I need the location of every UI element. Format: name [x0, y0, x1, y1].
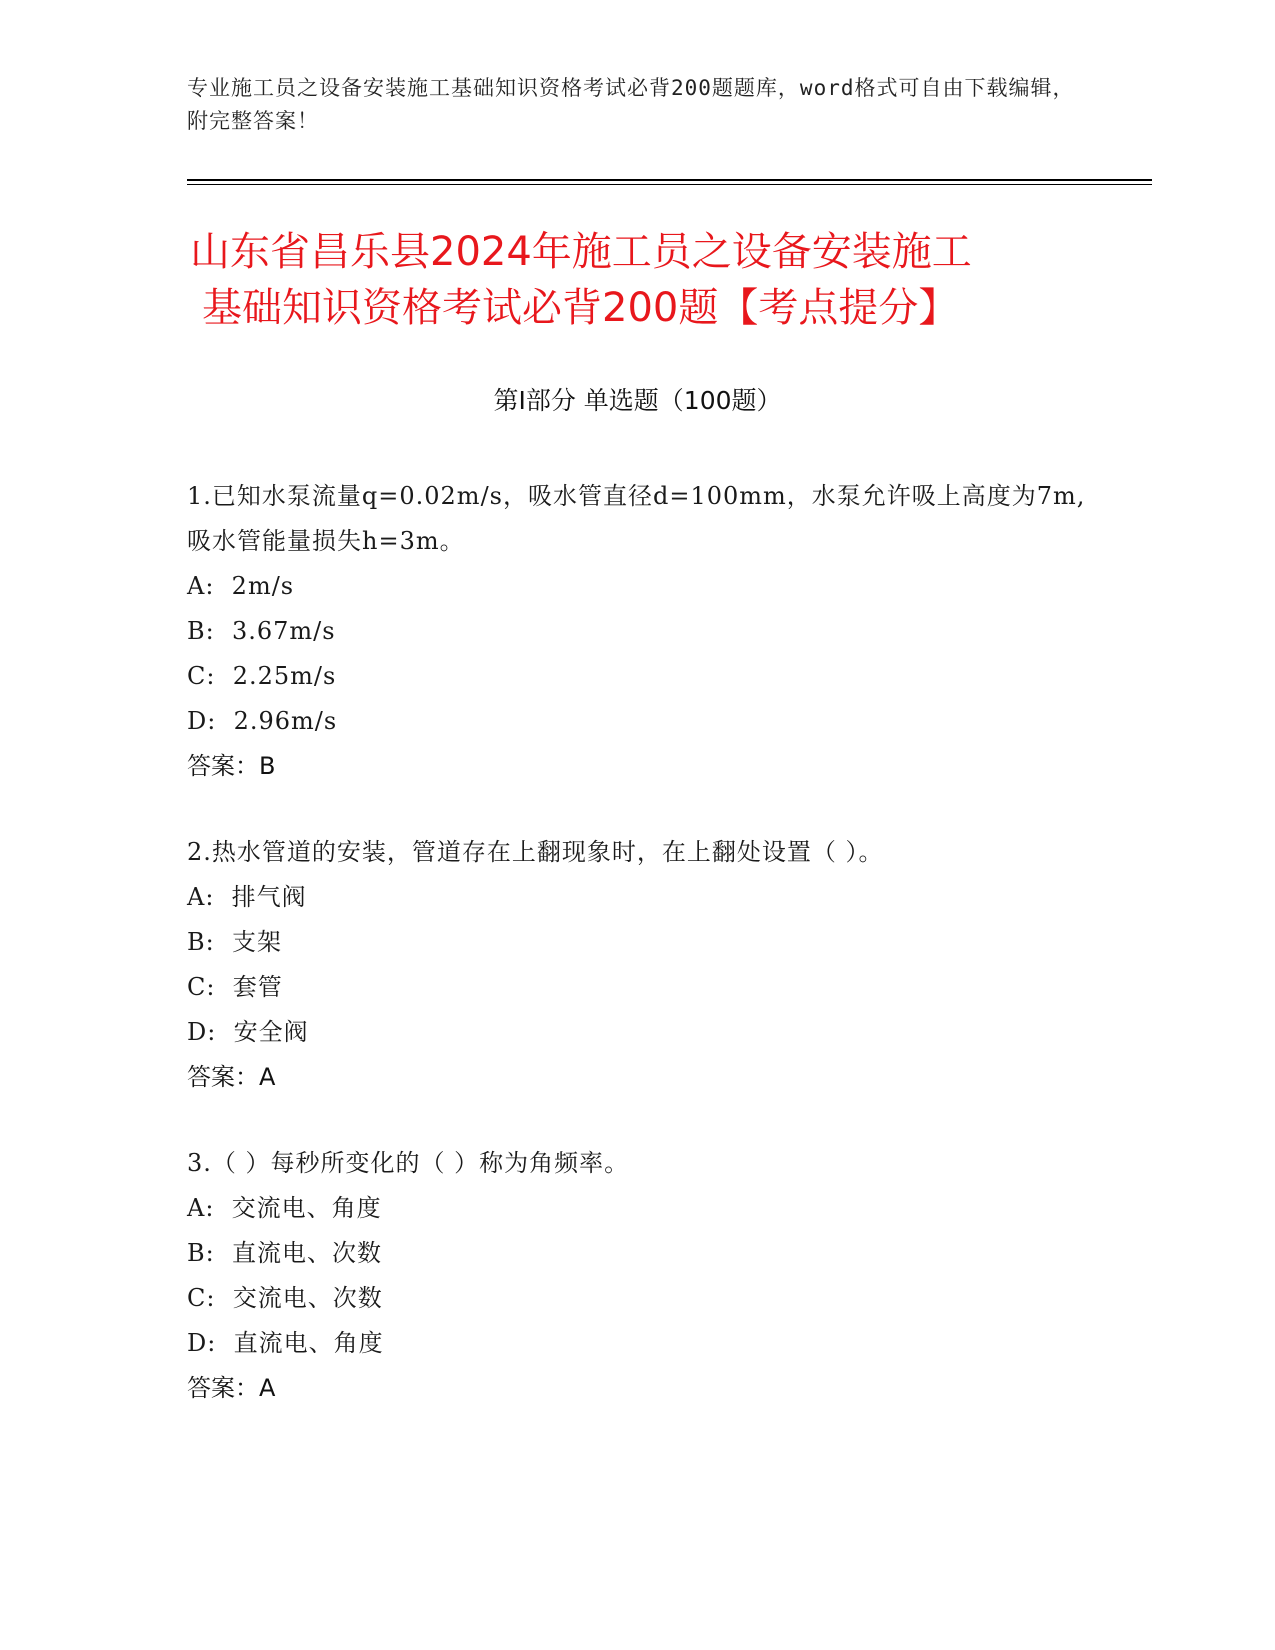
option-a: A: 排气阀	[187, 883, 307, 911]
option-d: D: 直流电、角度	[187, 1329, 384, 1357]
question-list	[187, 474, 1087, 1452]
document-title-line-2: 基础知识资格考试必背200题【考点提分】	[202, 285, 959, 331]
header-note: 专业施工员之设备安装施工基础知识资格考试必背200题题库，word格式可自由下载编辑，附完整答案！	[187, 76, 1075, 133]
question-stem: 2.热水管道的安装，管道存在上翻现象时，在上翻处设置（ ）。	[187, 838, 884, 866]
option-b: B: 直流电、次数	[187, 1239, 382, 1267]
answer-value: B	[259, 752, 276, 780]
question-2	[187, 830, 1087, 1100]
header-rule-bottom	[187, 184, 1152, 185]
option-b: B: 3.67m/s	[187, 617, 336, 645]
header-rule-top	[187, 179, 1152, 181]
option-c: C: 套管	[187, 973, 283, 1001]
option-a: A: 2m/s	[187, 572, 295, 600]
answer-line	[187, 1055, 1087, 1100]
option-d: D: 2.96m/s	[187, 707, 338, 735]
document-title-line-1: 山东省昌乐县2024年施工员之设备安装施工	[190, 229, 972, 275]
option-c: C: 2.25m/s	[187, 662, 337, 690]
question-3	[187, 1141, 1087, 1411]
document-title	[190, 224, 1110, 336]
question-1	[187, 474, 1087, 789]
answer-value: A	[259, 1063, 276, 1091]
section-heading: 第I部分 单选题（100题）	[493, 386, 782, 415]
option-a: A: 交流电、角度	[187, 1194, 382, 1222]
answer-label: 答案：	[187, 1063, 259, 1091]
option-b: B: 支架	[187, 928, 282, 956]
option-d: D: 安全阀	[187, 1018, 309, 1046]
question-stem: 3.（ ）每秒所变化的（ ）称为角频率。	[187, 1149, 630, 1177]
answer-value: A	[259, 1374, 276, 1402]
answer-label: 答案：	[187, 752, 259, 780]
answer-line	[187, 744, 1087, 789]
question-stem: 1.已知水泵流量q=0.02m/s，吸水管直径d=100mm，水泵允许吸上高度为7m,吸水管能量损失h=3m。	[187, 482, 1086, 555]
answer-label: 答案：	[187, 1374, 259, 1402]
option-c: C: 交流电、次数	[187, 1284, 383, 1312]
answer-line	[187, 1366, 1087, 1411]
